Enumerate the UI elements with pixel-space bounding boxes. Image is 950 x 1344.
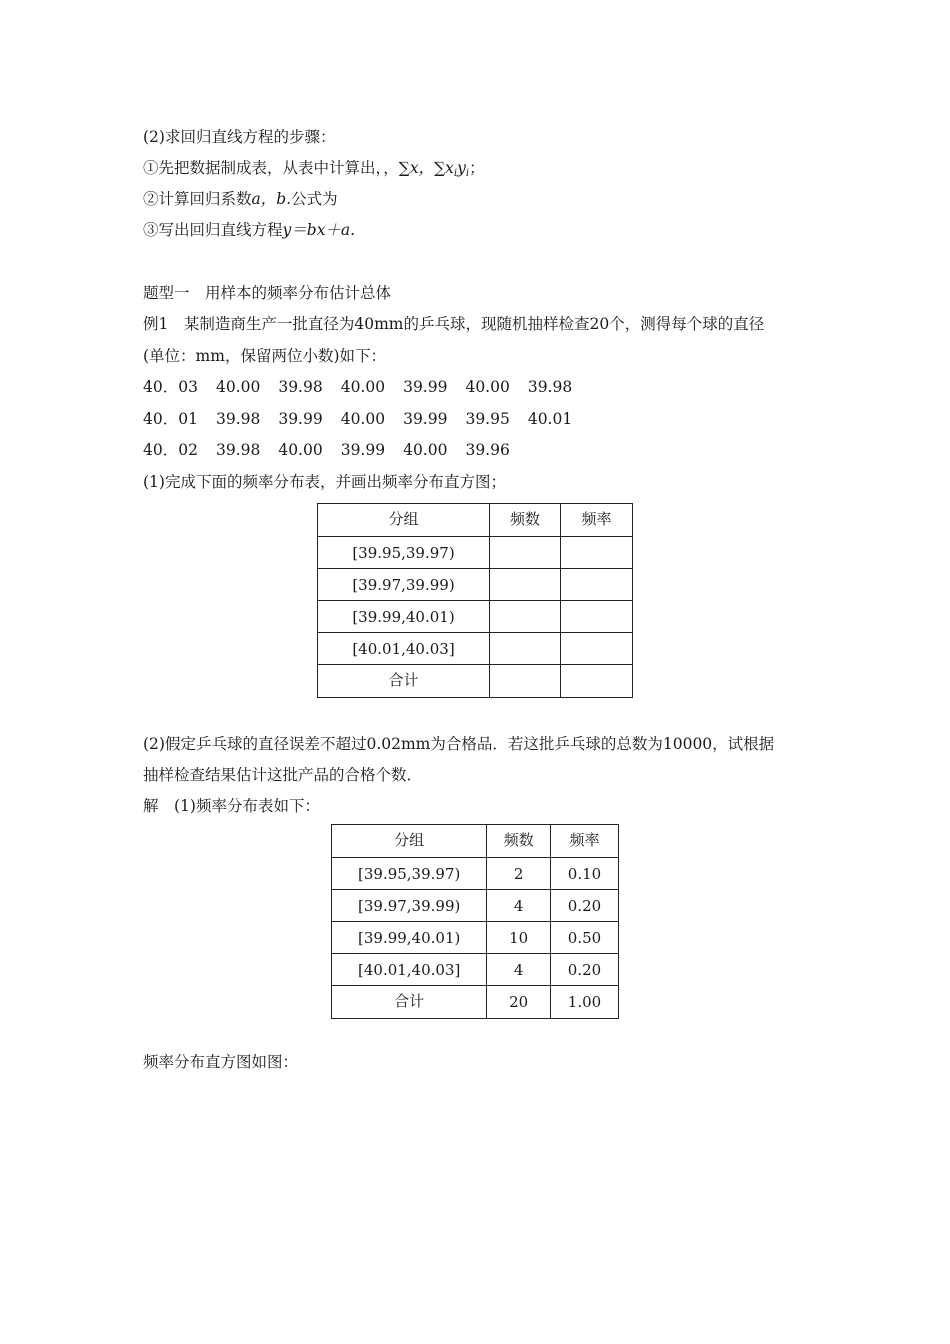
frequency-table-blank [317,503,633,698]
table-header-row [318,504,633,537]
frequency-table-filled [331,824,619,1019]
question-2-line-1: (2)假定乒乓球的直径误差不超过0.02mm为合格品．若这批乒乓球的总数为10000，试根据 [143,735,775,753]
data-value: 40．03 [143,378,198,396]
data-value: 39.98 [215,441,261,459]
table-total-row [318,665,633,698]
step-3-equation: y＝bx＋a. [282,221,356,239]
cell-count: 20 [487,986,551,1019]
data-value: 40．01 [143,410,198,428]
data-value: 40.00 [278,441,323,459]
step-1-tail: ； [469,159,485,177]
data-row-3 [143,440,528,460]
cell-count: 2 [487,858,551,890]
histogram-note: 频率分布直方图如图： [143,1053,299,1071]
step-1-sum: ∑x，∑ [398,159,446,177]
cell-group: [39.99,40.01) [318,601,490,633]
cell-group: 合计 [318,665,490,698]
step-2 [143,189,338,209]
question-2-line-2: 抽样检查结果估计这批产品的合格个数． [143,766,423,784]
data-value: 40.00 [340,410,386,428]
data-value: 39.99 [340,441,386,459]
table-total-row [332,986,619,1019]
cell-group: [39.95,39.97) [332,858,487,890]
cell-frequency [561,537,633,569]
data-value: 40.01 [527,410,573,428]
data-value: 39.95 [465,410,510,428]
cell-group: [39.97,39.99) [332,890,487,922]
section-heading: 题型一 用样本的频率分布估计总体 [143,284,392,302]
step-1-text: ①先把数据制成表，从表中计算出，， [143,159,399,177]
cell-frequency: 0.10 [551,858,619,890]
cell-count [490,665,561,698]
table-row [318,601,633,633]
cell-frequency: 0.20 [551,890,619,922]
cell-frequency: 0.50 [551,922,619,954]
table-row [332,954,619,986]
step-3 [143,220,355,240]
data-row-2 [143,409,590,429]
step-2-text: ②计算回归系数 [143,190,252,208]
cell-group: 合计 [332,986,487,1019]
data-value: 39.99 [278,410,323,428]
data-value: 40.00 [215,378,261,396]
cell-frequency: 0.20 [551,954,619,986]
cell-group: [40.01,40.03] [332,954,487,986]
table-header-row [332,825,619,858]
data-value: 39.99 [403,410,448,428]
step-2-vars: a，b. [251,190,292,208]
cell-count: 4 [487,890,551,922]
cell-group: [39.99,40.01) [332,922,487,954]
cell-frequency [561,569,633,601]
data-value: 40.00 [340,378,386,396]
header-frequency: 频率 [561,504,633,537]
cell-count [490,569,561,601]
data-value: 40.00 [403,441,448,459]
cell-count [490,601,561,633]
data-value: 39.96 [465,441,510,459]
cell-count: 10 [487,922,551,954]
step-1 [143,158,485,184]
table-row [332,890,619,922]
table-row [318,633,633,665]
table-row [318,569,633,601]
step-1-xy: $x_iy_i$ [445,159,470,179]
table-row [332,922,619,954]
table-row [332,858,619,890]
step-2-tail: 公式为 [291,190,338,208]
cell-frequency [561,633,633,665]
cell-frequency [561,601,633,633]
question-1: (1)完成下面的频率分布表，并画出频率分布直方图； [143,473,506,491]
data-value: 39.99 [403,378,448,396]
data-value: 39.98 [278,378,323,396]
header-group: 分组 [332,825,487,858]
cell-count [490,537,561,569]
header-count: 频数 [487,825,551,858]
table-row [318,537,633,569]
cell-group: [39.95,39.97) [318,537,490,569]
example-line-1: 例1 某制造商生产一批直径为40mm的乒乓球，现随机抽样检查20个，测得每个球的直径 [143,315,765,333]
data-value: 39.98 [215,410,261,428]
steps-title: (2)求回归直线方程的步骤： [143,128,336,146]
header-group: 分组 [318,504,490,537]
step-3-text: ③写出回归直线方程 [143,221,283,239]
data-value: 40.00 [465,378,510,396]
cell-frequency: 1.00 [551,986,619,1019]
cell-count: 4 [487,954,551,986]
header-frequency: 频率 [551,825,619,858]
cell-count [490,633,561,665]
data-value: 39.98 [527,378,573,396]
solution-intro: 解 (1)频率分布表如下： [143,797,320,815]
cell-group: [39.97,39.99) [318,569,490,601]
header-count: 频数 [490,504,561,537]
cell-frequency [561,665,633,698]
data-value: 40．02 [143,441,198,459]
example-line-2: (单位：mm，保留两位小数)如下： [143,347,386,365]
data-row-1 [143,377,590,397]
cell-group: [40.01,40.03] [318,633,490,665]
